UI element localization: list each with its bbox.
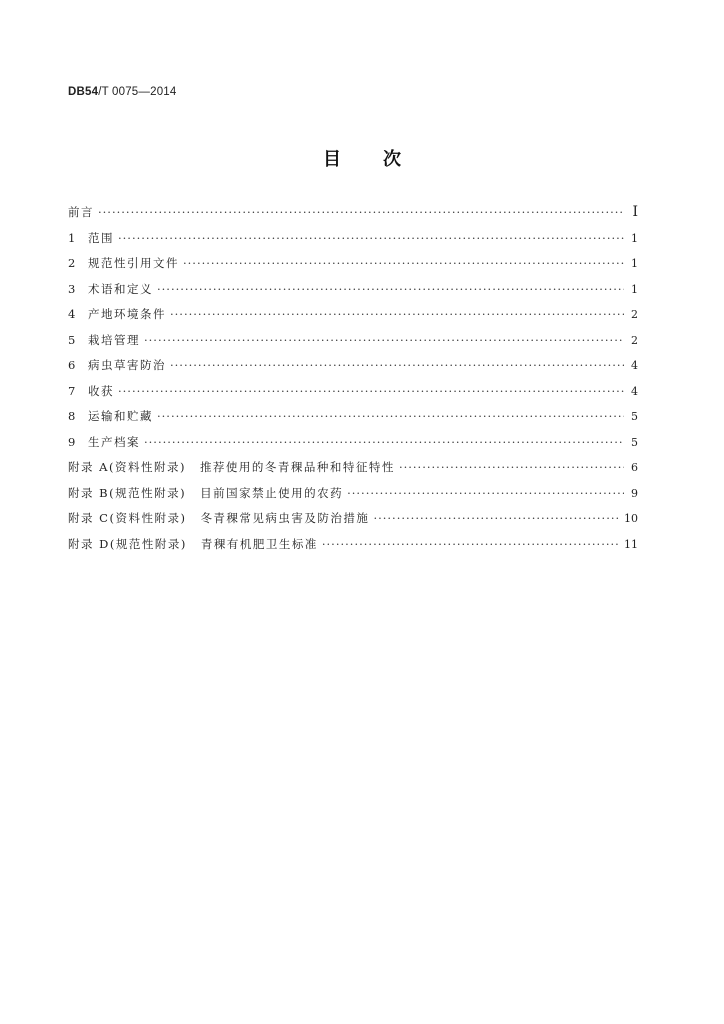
toc-leader-dots — [347, 481, 624, 507]
toc-leader-dots — [98, 200, 624, 226]
document-code-prefix: DB54 — [68, 86, 99, 98]
toc-leader-dots — [373, 506, 620, 532]
toc-entry-page: 11 — [624, 537, 638, 551]
toc-entry-page: 5 — [631, 410, 638, 423]
document-code — [68, 86, 176, 98]
toc-entry-label: 栽培管理 — [88, 332, 140, 347]
toc-appendix-label: 附录 B(规范性附录) — [68, 485, 187, 500]
toc-leader-dots — [183, 251, 624, 277]
toc-leader-dots — [170, 302, 624, 328]
toc-entry-number: 6 — [68, 358, 76, 372]
toc-entry-page: 5 — [631, 435, 638, 449]
toc-entry-page: 10 — [624, 512, 638, 525]
toc-leader-dots — [118, 379, 624, 405]
toc-entry-1[interactable] — [68, 226, 638, 252]
toc-entry-page: 2 — [631, 308, 638, 321]
toc-entry-number: 8 — [68, 409, 76, 423]
toc-entry-label: 收获 — [88, 383, 114, 398]
toc-entry-page: 1 — [631, 257, 638, 270]
toc-entry-page: 1 — [631, 282, 638, 296]
toc-leader-dots — [170, 353, 624, 379]
toc-entry-page: 4 — [631, 359, 638, 372]
toc-entry-number: 5 — [68, 332, 76, 347]
toc-appendix-label: 附录 A(资料性附录) — [68, 460, 186, 474]
toc-entry-label: 生产档案 — [88, 434, 140, 449]
toc-appendix-label: 附录 D(规范性附录) — [68, 536, 187, 551]
toc-leader-dots — [157, 277, 624, 303]
toc-entry-number: 2 — [68, 256, 76, 270]
toc-leader-dots — [157, 404, 624, 430]
toc-entry-foreword[interactable] — [68, 200, 638, 226]
toc-leader-dots — [322, 532, 620, 558]
toc-entry-page: 6 — [631, 461, 638, 474]
toc-entry-label: 运输和贮藏 — [88, 409, 153, 423]
toc-entry-label: 规范性引用文件 — [88, 256, 179, 270]
toc-entry-page: Ⅰ — [632, 204, 638, 220]
toc-title: 目次 — [323, 149, 443, 170]
toc-entry-label: 前言 — [68, 205, 94, 219]
table-of-contents — [68, 200, 638, 557]
toc-entry-label: 产地环境条件 — [88, 307, 166, 321]
toc-entry-appendix-c[interactable] — [68, 506, 638, 532]
toc-entry-8[interactable] — [68, 404, 638, 430]
toc-entry-appendix-d[interactable] — [68, 532, 638, 558]
toc-entry-number: 4 — [68, 307, 76, 321]
toc-entry-4[interactable] — [68, 302, 638, 328]
toc-appendix-title: 冬青稞常见病虫害及防治措施 — [200, 511, 370, 525]
toc-entry-number: 1 — [68, 230, 76, 245]
toc-entry-page: 4 — [631, 384, 638, 398]
toc-entry-page: 9 — [631, 486, 638, 500]
toc-leader-dots — [399, 455, 624, 481]
toc-entry-appendix-a[interactable] — [68, 455, 638, 481]
toc-entry-3[interactable] — [68, 277, 638, 303]
document-code-suffix: /T 0075—2014 — [98, 86, 177, 98]
toc-entry-number: 7 — [68, 383, 76, 398]
toc-entry-appendix-b[interactable] — [68, 481, 638, 507]
toc-entry-label: 术语和定义 — [88, 281, 153, 296]
toc-entry-page: 2 — [631, 333, 638, 347]
toc-entry-9[interactable] — [68, 430, 638, 456]
toc-entry-label: 范围 — [88, 230, 114, 245]
toc-leader-dots — [144, 430, 624, 456]
toc-appendix-label: 附录 C(资料性附录) — [68, 511, 187, 525]
toc-appendix-title: 推荐使用的冬青稞品种和特征特性 — [199, 460, 395, 474]
toc-appendix-title: 青稞有机肥卫生标准 — [200, 536, 318, 551]
toc-leader-dots — [118, 226, 624, 252]
toc-entry-7[interactable] — [68, 379, 638, 405]
toc-appendix-title: 目前国家禁止使用的农药 — [200, 485, 344, 500]
toc-entry-page: 1 — [631, 231, 638, 245]
toc-entry-6[interactable] — [68, 353, 638, 379]
toc-entry-number: 9 — [68, 434, 76, 449]
toc-leader-dots — [144, 328, 624, 354]
toc-entry-label: 病虫草害防治 — [88, 358, 166, 372]
toc-entry-2[interactable] — [68, 251, 638, 277]
toc-entry-5[interactable] — [68, 328, 638, 354]
toc-entry-number: 3 — [68, 281, 76, 296]
